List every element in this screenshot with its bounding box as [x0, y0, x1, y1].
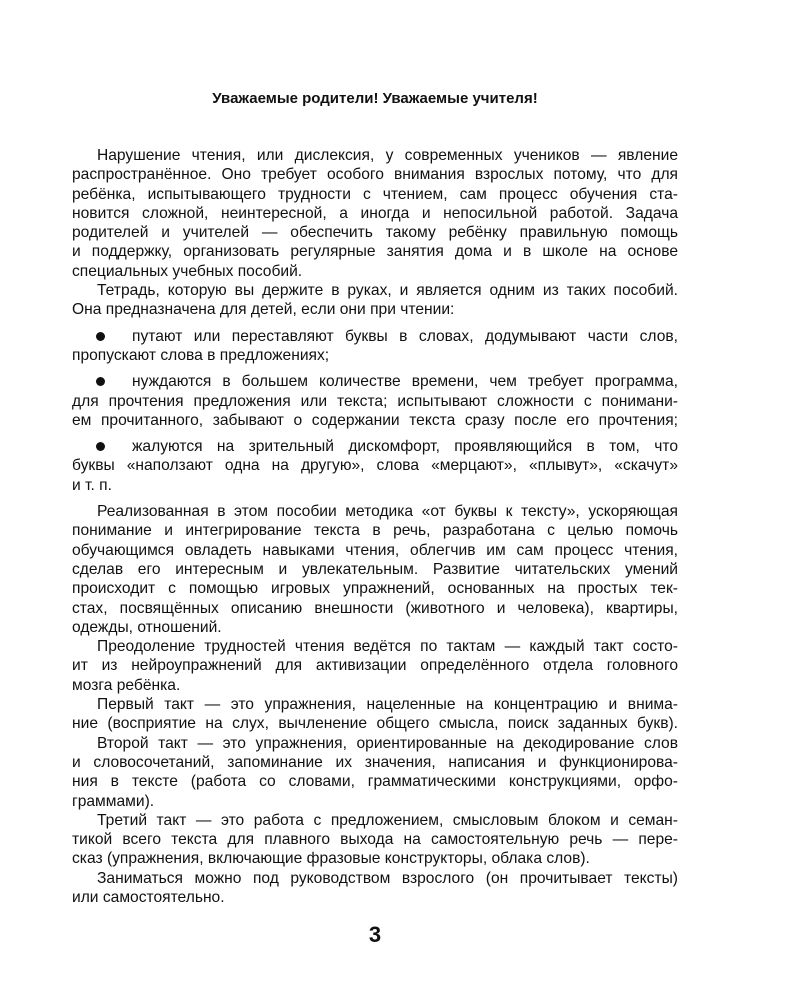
- text-line: Заниматься можно под руководством взрослого (он прочитывает тексты): [97, 869, 678, 887]
- text-line: жалуются на зрительный дискомфорт, проявляющийся в том, что: [72, 437, 678, 456]
- text-line: мозга ребёнка.: [72, 676, 181, 694]
- text-line: ем прочитанного, забывают о содержании текста сразу после его прочтения;: [72, 411, 678, 429]
- text-line: путают или переставляют буквы в словах, додумывают части слов,: [72, 327, 678, 346]
- text-line: Она предназначена для детей, если они при чтении:: [72, 301, 455, 319]
- text-line: и словосочетаний, запоминание их значения, написания и функционирова-: [72, 753, 678, 771]
- text-line: понимание и интегрирование текста в речь, разработана с целью помочь: [72, 522, 678, 540]
- text-line: Нарушение чтения, или дислексия, у современных учеников — явление: [97, 147, 678, 164]
- text-line: Тетрадь, которую вы держите в руках, и является одним из таких пособий.: [97, 282, 678, 300]
- text-line: нуждаются в большем количестве времени, чем требует программа,: [72, 372, 678, 391]
- text-line: одежды, отношений.: [72, 618, 222, 636]
- paragraph-first-tact: [72, 695, 678, 734]
- text-line: ния в тексте (работа со словами, грамматическими конструкциями, орфо-: [72, 773, 678, 791]
- paragraph-third-tact: [72, 811, 678, 869]
- paragraph-notebook: [72, 281, 678, 320]
- text-line: Второй такт — это упражнения, ориентированные на декодирование слов: [97, 734, 678, 752]
- bullet-item: [72, 327, 678, 366]
- text-line: Преодоление трудностей чтения ведётся по тактам — каждый такт состо-: [97, 638, 678, 656]
- text-line: Реализованная в этом пособии методика «от буквы к тексту», ускоряющая: [97, 503, 678, 521]
- text-line: и т. п.: [72, 476, 112, 494]
- paragraph-tacts: [72, 637, 678, 695]
- text-line: сделав его интересным и увлекательным. Развитие читательских умений: [72, 560, 678, 578]
- document-body: [72, 146, 678, 907]
- page-number: 3: [368, 922, 382, 947]
- paragraph-intro: [72, 146, 678, 281]
- text-line: специальных учебных пособий.: [72, 262, 303, 280]
- text-line: пропускают слова в предложениях;: [72, 346, 330, 364]
- text-line: и поддержку, организовать регулярные занятия дома и в школе на основе: [72, 243, 678, 261]
- text-line: новится сложной, неинтересной, а иногда и непосильной работой. Задача: [72, 204, 678, 222]
- text-line: ние (восприятие на слух, вычленение общего смысла, поиск заданных букв).: [72, 715, 678, 733]
- text-line: происходит с помощью игровых упражнений, основанных на простых тек-: [72, 580, 678, 598]
- document-page: [72, 0, 678, 1000]
- text-line: стах, посвящённых описанию внешности (животного и человека), квартиры,: [72, 599, 678, 617]
- text-line: Третий такт — это работа с предложением, смысловым блоком и семан-: [97, 811, 678, 829]
- text-line: граммами).: [72, 792, 155, 810]
- paragraph-second-tact: [72, 734, 678, 811]
- text-line: ит из нейроупражнений для активизации определённого отдела головного: [72, 657, 678, 675]
- paragraph-method: [72, 502, 678, 637]
- text-line: распространённое. Оно требует особого внимания взрослых потому, что для: [72, 166, 678, 184]
- text-line: для прочтения предложения или текста; испытывают сложности с понимани-: [72, 392, 678, 410]
- bullet-icon: [96, 377, 105, 386]
- text-line: обучающимся овладеть навыками чтения, облегчив им сам процесс чтения,: [72, 541, 678, 559]
- paragraph-closing: [72, 869, 678, 908]
- bullet-item: [72, 372, 678, 430]
- text-line: родителей и учителей — обеспечить такому ребёнку правильную помощь: [72, 224, 678, 242]
- bullet-icon: [96, 442, 105, 451]
- bullet-icon: [96, 332, 105, 341]
- text-line: ребёнка, испытывающего трудности с чтением, сам процесс обучения ста-: [72, 185, 678, 203]
- text-line: тикой всего текста для плавного выхода на самостоятельную речь — пере-: [72, 831, 678, 849]
- bullet-item: [72, 437, 678, 495]
- text-line: буквы «наползают одна на другую», слова «мерцают», «плывут», «скачут»: [72, 457, 678, 475]
- text-line: или самостоятельно.: [72, 888, 225, 906]
- text-line: сказ (упражнения, включающие фразовые конструкторы, облака слов).: [72, 850, 590, 868]
- text-line: Первый такт — это упражнения, нацеленные на концентрацию и внима-: [97, 696, 678, 714]
- page-title: Уважаемые родители! Уважаемые учителя!: [212, 90, 538, 107]
